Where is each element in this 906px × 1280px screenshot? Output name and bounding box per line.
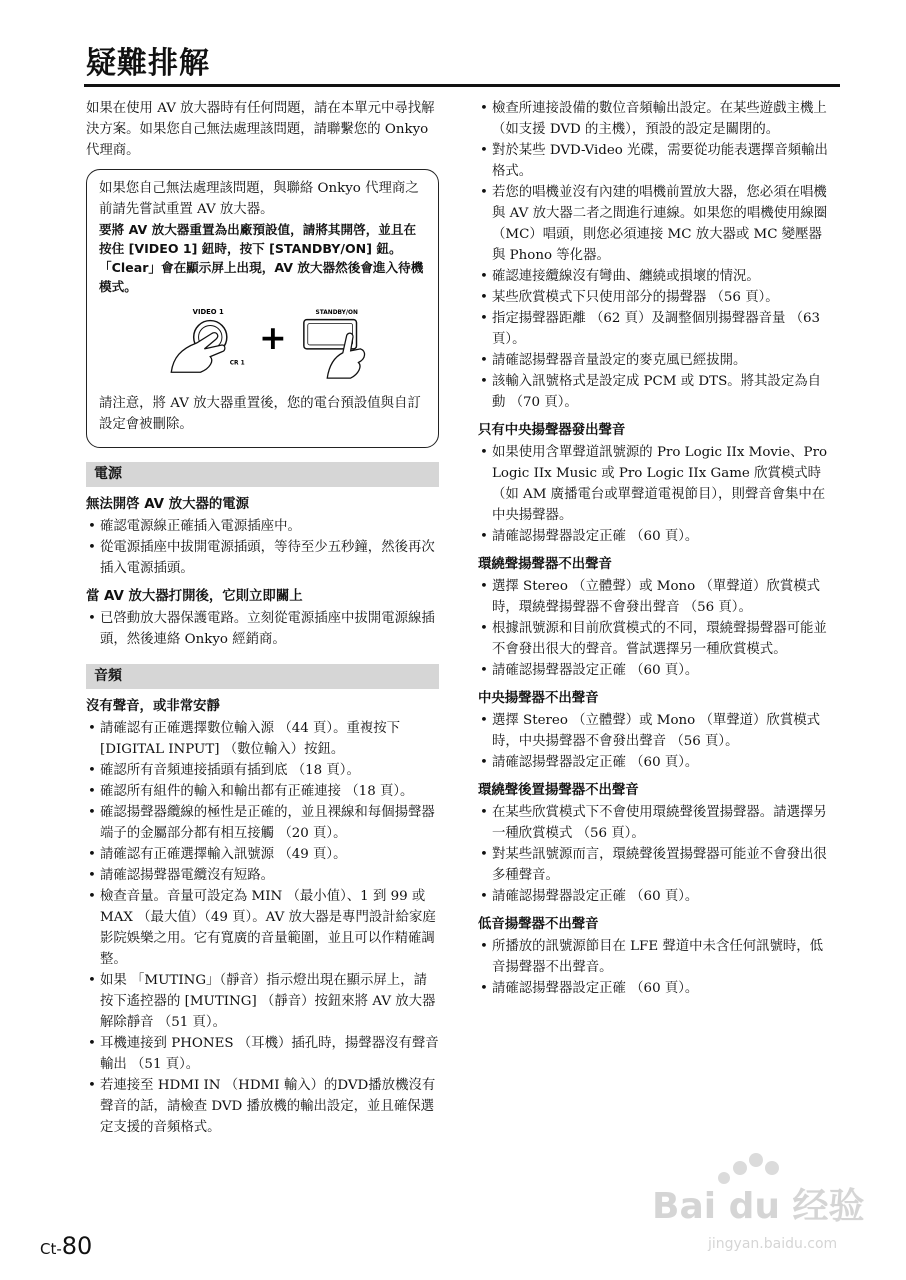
list-item: • 如果使用含單聲道訊號源的 Pro Logic IIx Movie、Pro Logic IIx Music 或 Pro Logic IIx Game 欣賞模式時 （如 AM 廣播電台或單聲道電視節目），則聲音會集中在中央揚聲器。 bbox=[478, 442, 830, 526]
list-item: • 若您的唱機並沒有內建的唱機前置放大器，您必須在唱機與 AV 放大器二者之間進行連線。如果您的唱機使用線圈 （MC）唱頭，則您必須連接 MC 放大器或 MC 變壓器與 Phono 等化器。 bbox=[478, 182, 830, 266]
list-item: • 所播放的訊號源節目在 LFE 聲道中未含任何訊號時，低音揚聲器不出聲音。 bbox=[478, 936, 830, 978]
subheading: 只有中央揚聲器發出聲音 bbox=[478, 423, 626, 438]
list-item: • 檢查音量。音量可設定為 MIN （最小值）、1 到 99 或 MAX （最大值）（49 頁）。AV 放大器是專門設計給家庭影院娛樂之用。它有寬廣的音量範圍，並且可以作精確調整。 bbox=[86, 886, 439, 970]
list-item: • 從電源插座中拔開電源插頭，等待至少五秒鐘，然後再次插入電源插頭。 bbox=[86, 537, 439, 579]
center-list bbox=[478, 710, 830, 773]
subwoofer-list bbox=[478, 936, 830, 999]
page-prefix: Ct- bbox=[40, 1240, 62, 1258]
subheading: 環繞聲揚聲器不出聲音 bbox=[478, 557, 612, 572]
list-item: • 確認所有組件的輸入和輸出都有正確連接 （18 頁）。 bbox=[86, 781, 439, 802]
list-item: • 耳機連接到 PHONES （耳機）插孔時，揚聲器沒有聲音輸出 （51 頁）。 bbox=[86, 1033, 439, 1075]
list-item: • 該輸入訊號格式是設定成 PCM 或 DTS。將其設定為自動 （70 頁）。 bbox=[478, 371, 830, 413]
list-item: • 請確認揚聲器設定正確 （60 頁）。 bbox=[478, 660, 830, 681]
hand-icon bbox=[171, 333, 225, 373]
subheading: 當 AV 放大器打開後，它則立即關上 bbox=[86, 589, 303, 604]
list-item: • 請確認揚聲器設定正確 （60 頁）。 bbox=[478, 978, 830, 999]
audio-list-continued bbox=[478, 98, 830, 413]
subheading: 低音揚聲器不出聲音 bbox=[478, 917, 599, 932]
page-number bbox=[40, 1232, 92, 1260]
surround-list bbox=[478, 576, 830, 681]
list-item: • 選擇 Stereo （立體聲）或 Mono （單聲道）欣賞模式時，中央揚聲器不會發出聲音 （56 頁）。 bbox=[478, 710, 830, 752]
list-item: • 請確認揚聲器音量設定的麥克風已經拔開。 bbox=[478, 350, 830, 371]
list-item: • 檢查所連接設備的數位音頻輸出設定。在某些遊戲主機上 （如支援 DVD 的主機），預設的設定是關閉的。 bbox=[478, 98, 830, 140]
subheading: 環繞聲後置揚聲器不出聲音 bbox=[478, 783, 639, 798]
hand-icon-2 bbox=[327, 333, 364, 378]
watermark-text: Bai du 经验 bbox=[652, 1186, 865, 1227]
watermark-url: jingyan.baidu.com bbox=[708, 1236, 838, 1252]
title-rule bbox=[84, 84, 840, 87]
reset-diagram bbox=[99, 304, 419, 382]
list-item: • 確認揚聲器纜線的極性是正確的，並且裸線和每個揚聲器端子的金屬部分都有相互接觸 （20 頁）。 bbox=[86, 802, 439, 844]
list-item: • 選擇 Stereo （立體聲）或 Mono （單聲道）欣賞模式時，環繞聲揚聲器不會發出聲音 （56 頁）。 bbox=[478, 576, 830, 618]
subheading: 中央揚聲器不出聲音 bbox=[478, 691, 599, 706]
list-item: • 請確認有正確選擇數位輸入源 （44 頁）。重複按下 [DIGITAL INPUT] （數位輸入）按鈕。 bbox=[86, 718, 439, 760]
page-title: 疑難排解 bbox=[86, 46, 210, 81]
list-item: • 如果 「MUTING」（靜音）指示燈出現在顯示屏上，請按下遙控器的 [MUTING] （靜音）按鈕來將 AV 放大器解除靜音 （51 頁）。 bbox=[86, 970, 439, 1033]
list-item: • 某些欣賞模式下只使用部分的揚聲器 （56 頁）。 bbox=[478, 287, 830, 308]
video1-label: VIDEO 1 bbox=[192, 307, 224, 316]
list-item: • 請確認揚聲器設定正確 （60 頁）。 bbox=[478, 752, 830, 773]
audio-list-1 bbox=[86, 718, 439, 1138]
reset-note: 請注意，將 AV 放大器重置後，您的電台預設值與自訂設定會被刪除。 bbox=[99, 396, 421, 432]
list-item: • 指定揚聲器距離 （62 頁）及調整個別揚聲器音量 （63 頁）。 bbox=[478, 308, 830, 350]
power-list-2 bbox=[86, 608, 439, 650]
plus-icon: + bbox=[259, 317, 287, 357]
list-item: • 確認連接纜線沒有彎曲、纏繞或損壞的情況。 bbox=[478, 266, 830, 287]
power-list-1 bbox=[86, 516, 439, 579]
reset-text: 如果您自己無法處理該問題，與聯絡 Onkyo 代理商之前請先嘗試重置 AV 放大器。 bbox=[99, 181, 419, 217]
subheading: 沒有聲音，或非常安靜 bbox=[86, 699, 220, 714]
right-column bbox=[478, 98, 830, 999]
list-item: • 確認所有音頻連接插頭有插到底 （18 頁）。 bbox=[86, 760, 439, 781]
standby-label: STANDBY/ON bbox=[315, 309, 358, 316]
subheading: 無法開啓 AV 放大器的電源 bbox=[86, 497, 250, 512]
center-only-list bbox=[478, 442, 830, 547]
reset-bold-text: 要將 AV 放大器重置為出廠預設值，請將其開啓，並且在按住 [VIDEO 1] 鈕時，按下 [STANDBY/ON] 鈕。「Clear」會在顯示屏上出現，AV 放大器然後會進入待機模式。 bbox=[99, 222, 424, 294]
list-item: • 請確認有正確選擇輸入訊號源 （49 頁）。 bbox=[86, 844, 439, 865]
list-item: • 根據訊號源和目前欣賞模式的不同，環繞聲揚聲器可能並不會發出很大的聲音。嘗試選擇另一種欣賞模式。 bbox=[478, 618, 830, 660]
list-item: • 對某些訊號源而言，環繞聲後置揚聲器可能並不會發出很多種聲音。 bbox=[478, 844, 830, 886]
cr1-label: CR 1 bbox=[229, 360, 245, 367]
intro-paragraph: 如果在使用 AV 放大器時有任何問題，請在本單元中尋找解決方案。如果您自己無法處理該問題，請聯繫您的 Onkyo 代理商。 bbox=[86, 101, 435, 158]
list-item: • 已啓動放大器保護電路。立刻從電源插座中拔開電源線插頭，然後連絡 Onkyo 經銷商。 bbox=[86, 608, 439, 650]
list-item: • 確認電源線正確插入電源插座中。 bbox=[86, 516, 439, 537]
list-item: • 請確認揚聲器電纜沒有短路。 bbox=[86, 865, 439, 886]
list-item: • 請確認揚聲器設定正確 （60 頁）。 bbox=[478, 526, 830, 547]
list-item: • 請確認揚聲器設定正確 （60 頁）。 bbox=[478, 886, 830, 907]
reset-instructions-box bbox=[86, 169, 439, 448]
left-column bbox=[86, 98, 439, 1138]
list-item: • 若連接至 HDMI IN （HDMI 輸入）的DVD播放機沒有聲音的話，請檢查 DVD 播放機的輸出設定，並且確保選定支援的音頻格式。 bbox=[86, 1075, 439, 1138]
surround-back-list bbox=[478, 802, 830, 907]
section-header-audio: 音頻 bbox=[86, 664, 439, 689]
list-item: • 在某些欣賞模式下不會使用環繞聲後置揚聲器。請選擇另一種欣賞模式 （56 頁）。 bbox=[478, 802, 830, 844]
list-item: • 對於某些 DVD-Video 光碟，需要從功能表選擇音頻輸出格式。 bbox=[478, 140, 830, 182]
page-number-value: 80 bbox=[61, 1232, 93, 1260]
section-header-power: 電源 bbox=[86, 462, 439, 487]
baidu-watermark bbox=[652, 1148, 872, 1258]
